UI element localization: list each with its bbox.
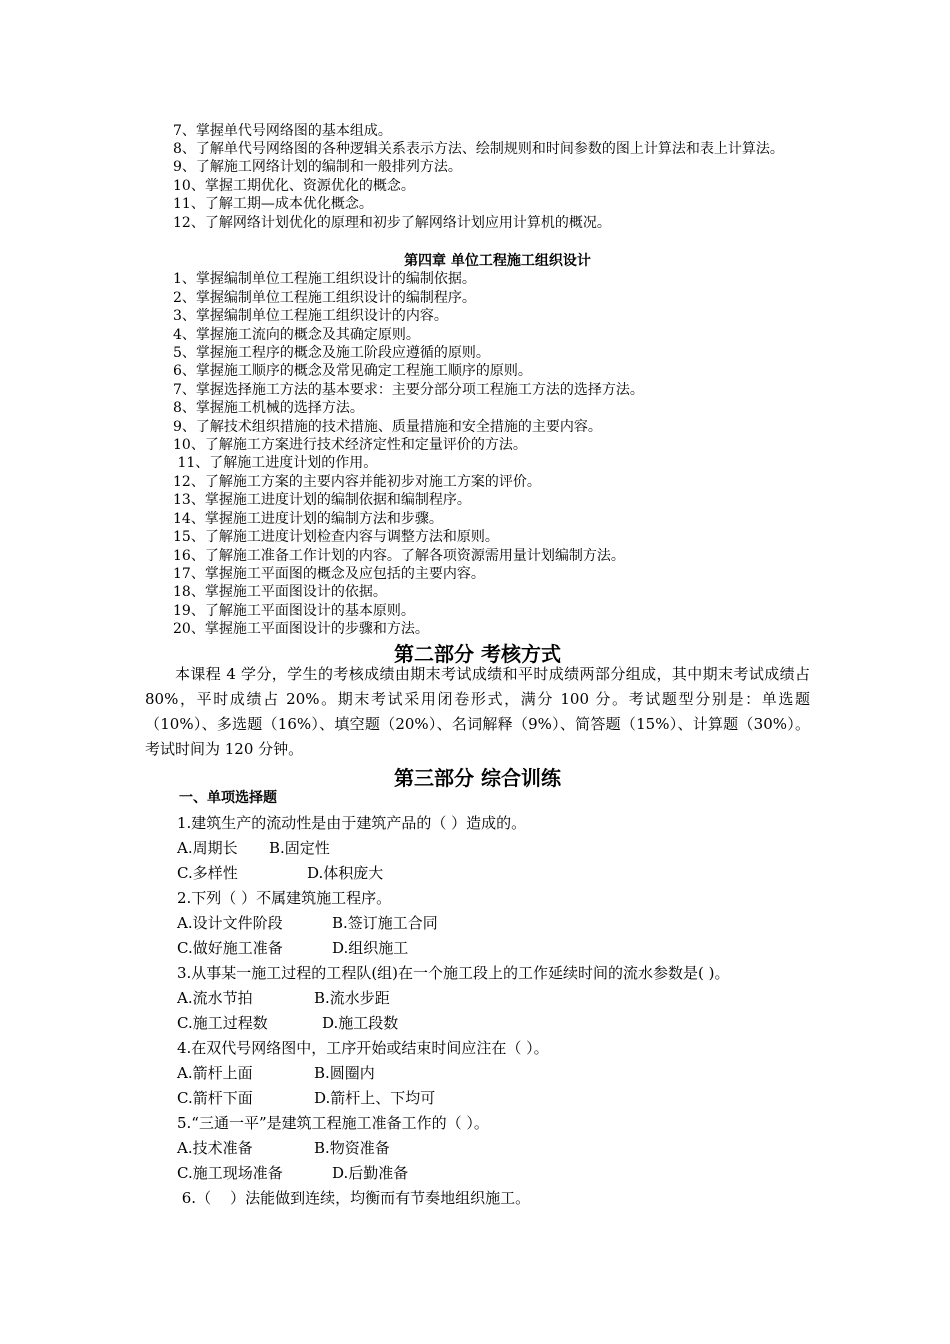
options-row — [145, 911, 810, 936]
question: 4.在双代号网络图中，工序开始或结束时间应注在（ ）。 — [177, 1039, 549, 1057]
list-item: 13、掌握施工进度计划的编制依据和编制程序。 — [173, 492, 471, 509]
question: 2.下列（ ）不属建筑施工程序。 — [177, 889, 392, 907]
list-item: 7、掌握单代号网络图的基本组成。 — [173, 123, 392, 139]
list-item: 15、了解施工进度计划检查内容与调整方法和原则。 — [173, 529, 499, 546]
option: C.施工过程数 — [177, 1014, 268, 1032]
list-item: 12、了解施工方案的主要内容并能初步对施工方案的评价。 — [173, 473, 541, 490]
options-row — [145, 861, 810, 886]
option: D.箭杆上、下均可 — [314, 1089, 436, 1107]
option: A.箭杆上面 — [177, 1064, 253, 1082]
list-item: 10、掌握工期优化、资源优化的概念。 — [173, 177, 415, 194]
option: D.后勤准备 — [332, 1164, 409, 1182]
option: B.签订施工合同 — [332, 914, 438, 932]
option: A.流水节拍 — [177, 989, 253, 1007]
option: D.施工段数 — [322, 1014, 399, 1032]
list-item: 19、了解施工平面图设计的基本原则。 — [173, 602, 415, 619]
option: C.箭杆下面 — [177, 1089, 253, 1107]
option: B.流水步距 — [314, 989, 390, 1007]
list-item: 3、掌握编制单位工程施工组织设计的内容。 — [173, 308, 448, 325]
option: A.技术准备 — [177, 1139, 253, 1157]
list-item: 20、掌握施工平面图设计的步骤和方法。 — [173, 621, 429, 638]
option: C.做好施工准备 — [177, 939, 283, 957]
list-item: 18、掌握施工平面图设计的依据。 — [173, 584, 387, 601]
list-item: 17、掌握施工平面图的概念及应包括的主要内容。 — [173, 565, 485, 582]
part2-heading: 第二部分 考核方式 — [394, 642, 561, 666]
list-item: 8、了解单代号网络图的各种逻辑关系表示方法、绘制规则和时间参数的图上计算法和表上计算法。 — [173, 141, 784, 158]
section-heading: 一、单项选择题 — [179, 790, 277, 806]
options-row — [145, 1136, 810, 1161]
options-row — [145, 986, 810, 1011]
question: 6.（ ）法能做到连续，均衡而有节奏地组织施工。 — [177, 1189, 531, 1207]
list-item: 14、掌握施工进度计划的编制方法和步骤。 — [173, 510, 443, 527]
list-item: 4、掌握施工流向的概念及其确定原则。 — [173, 326, 420, 343]
option: D.组织施工 — [332, 939, 409, 957]
quiz-section — [145, 786, 810, 1211]
list-item: 12、了解网络计划优化的原理和初步了解网络计划应用计算机的概况。 — [173, 214, 611, 231]
options-row — [145, 1086, 810, 1111]
list-item: 9、了解施工网络计划的编制和一般排列方法。 — [173, 159, 462, 176]
list-item: 11、了解工期—成本优化概念。 — [173, 196, 373, 213]
option: A.设计文件阶段 — [177, 914, 283, 932]
options-row — [145, 836, 810, 861]
option: B.物资准备 — [314, 1139, 390, 1157]
question: 5.“三通一平”是建筑工程施工准备工作的（ ）。 — [177, 1114, 489, 1132]
list-item: 16、了解施工准备工作计划的内容。了解各项资源需用量计划编制方法。 — [173, 547, 625, 564]
list-item: 5、掌握施工程序的概念及施工阶段应遵循的原则。 — [173, 345, 490, 362]
part2-body: 本课程 4 学分，学生的考核成绩由期末考试成绩和平时成绩两部分组成，其中期末考试成绩占 80%，平时成绩占 20%。期末考试采用闭卷形式，满分 100 分。考试题型分别是：单选题（10%）、多选题（16%）、填空题（20%）、名词解释（9%）、简答题（15%）、计算题（30%）。考试时间为 120 分钟。 — [145, 665, 810, 758]
option: B.固定性 — [269, 839, 330, 857]
options-row — [145, 936, 810, 961]
question: 1.建筑生产的流动性是由于建筑产品的（ ）造成的。 — [177, 814, 527, 832]
option: C.施工现场准备 — [177, 1164, 283, 1182]
options-row — [145, 1061, 810, 1086]
list-item: 11、了解施工进度计划的作用。 — [173, 455, 378, 472]
list-item: 8、掌握施工机械的选择方法。 — [173, 400, 364, 417]
option: D.体积庞大 — [307, 864, 384, 882]
question: 3.从事某一施工过程的工程队(组)在一个施工段上的工作延续时间的流水参数是( )。 — [177, 964, 730, 982]
chapter-title: 第四章 单位工程施工组织设计 — [404, 253, 591, 269]
options-row — [145, 1011, 810, 1036]
option: B.圆圈内 — [314, 1064, 375, 1082]
list-item: 10、了解施工方案进行技术经济定性和定量评价的方法。 — [173, 437, 527, 454]
list-item: 9、了解技术组织措施的技术措施、质量措施和安全措施的主要内容。 — [173, 418, 602, 435]
options-row — [145, 1161, 810, 1186]
chapter4-section — [145, 252, 810, 639]
chapter3-objectives — [145, 122, 810, 232]
list-item: 7、掌握选择施工方法的基本要求：主要分部分项工程施工方法的选择方法。 — [173, 381, 644, 398]
option: C.多样性 — [177, 864, 238, 882]
list-item: 2、掌握编制单位工程施工组织设计的编制程序。 — [173, 289, 476, 306]
list-item: 6、掌握施工顺序的概念及常见确定工程施工顺序的原则。 — [173, 363, 532, 380]
list-item: 1、掌握编制单位工程施工组织设计的编制依据。 — [173, 271, 476, 288]
part3-heading: 第三部分 综合训练 — [394, 766, 561, 790]
option: A.周期长 — [177, 839, 238, 857]
